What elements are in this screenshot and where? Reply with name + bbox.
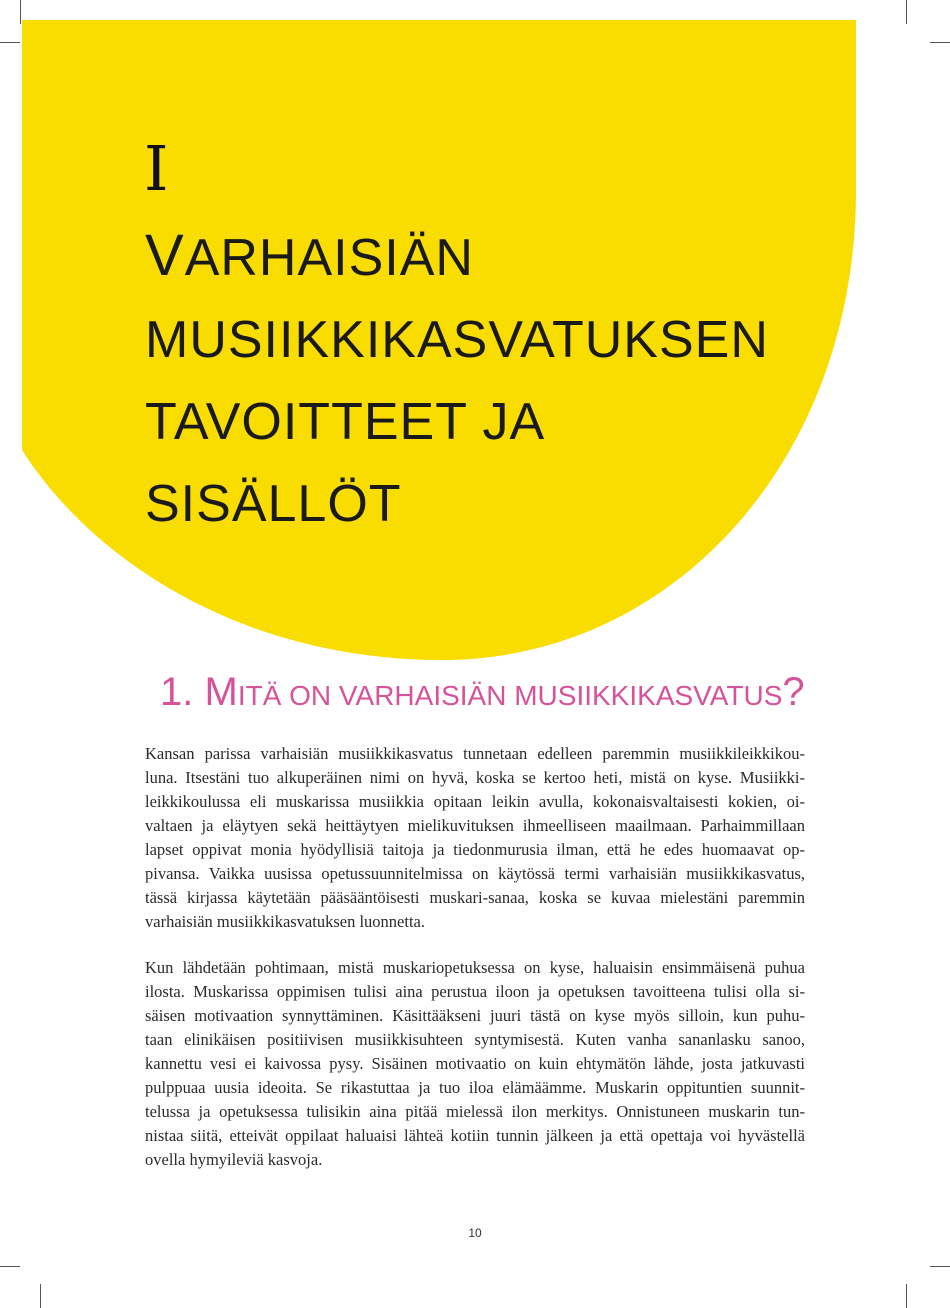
crop-mark: [930, 42, 950, 43]
text-line: nistaa siitä, etteivät oppilaat haluaisi lähteä kotiin tunnin jälkeen ja että opettaja voi hyvästellä: [145, 1126, 805, 1145]
text-line: taan elinikäisen positiivisen musiikkisuhteen syntymisestä. Kuten vanha sananlasku sanoo,: [145, 1030, 805, 1049]
crop-mark: [20, 0, 21, 24]
text-line: Kansan parissa varhaisiän musiikkikasvatus tunnetaan edelleen paremmin musiikkileikkikou-: [145, 744, 805, 763]
text-line: pivansa. Vaikka uusissa opetussuunnitelmissa on käytössä termi varhaisiän musiikkikasvatus,: [145, 864, 805, 883]
section-heading-end: ?: [782, 670, 805, 714]
chapter-number: I: [144, 132, 169, 205]
chapter-title-line: [145, 215, 769, 299]
text-line: säisen motivaation synnyttäminen. Käsittääkseni juuri tästä on kyse myös silloin, kun puhu-: [145, 1006, 805, 1025]
text-line: ovella hymyileviä kasvoja.: [145, 1150, 323, 1169]
text-line: telussa ja opetuksessa tulisikin aina pitää mielessä ilon merkitys. Onnistuneen muskarin tun-: [145, 1102, 805, 1121]
text-line: lapset oppivat monia hyödyllisiä taitoja ja tiedonmurusia ilman, että he edes huomaavat op-: [145, 840, 805, 859]
text-line: varhaisiän musiikkikasvatuksen luonnetta.: [145, 912, 425, 931]
section-heading-rest: ITÄ ON VARHAISIÄN MUSIIKKIKASVATUS: [237, 680, 783, 711]
crop-mark: [40, 1284, 41, 1308]
chapter-title-line: TAVOITTEET JA: [145, 393, 546, 451]
text-line: kannettu vesi ei kaivossa pysy. Sisäinen motivaatio on kuin ehtymätön lähde, josta jatkuvasti: [145, 1054, 805, 1073]
text-line: pulppuaa uusia ideoita. Se rikastuttaa ja tuo iloa elämäämme. Muskarin oppituntien suunnit-: [145, 1078, 805, 1097]
section-heading-cap: M: [204, 670, 238, 714]
text-line: luna. Itsestäni tuo alkuperäinen nimi on hyvä, koska se kertoo heti, mistä on kyse. Musiikki-: [145, 768, 805, 787]
crop-mark: [906, 0, 907, 24]
chapter-title-line: SISÄLLÖT: [145, 475, 402, 533]
text-line: ilosta. Muskarissa oppimisen tulisi aina perustua iloon ja opetuksen tavoitteena tulisi olla si-: [145, 982, 805, 1001]
text-line: leikkikoulussa eli muskarissa musiikkia opitaan leikin avulla, kokonaisvaltaisesti kokien, oi-: [145, 792, 805, 811]
paragraph-1: [145, 742, 805, 934]
text-line: Kun lähdetään pohtimaan, mistä muskariopetuksessa on kyse, haluaisin ensimmäisenä puhua: [145, 958, 805, 977]
crop-mark: [0, 1266, 20, 1267]
section-heading: [160, 668, 805, 720]
page-number: 10: [468, 1226, 482, 1240]
section-number: 1.: [160, 670, 205, 714]
crop-mark: [0, 42, 20, 43]
chapter-title-line: MUSIIKKIKASVATUKSEN: [145, 311, 769, 369]
text-line: tässä kirjassa käytetään pääsääntöisesti muskari-sanaa, koska se kuvaa mielestäni paremmin: [145, 888, 805, 907]
crop-mark: [906, 1284, 907, 1308]
crop-mark: [930, 1266, 950, 1267]
chapter-title-cap: V: [145, 223, 185, 288]
chapter-title: [145, 215, 769, 545]
text-line: valtaen ja eläytyen sekä heittäytyen mielikuvituksen ihmeelliseen maailmaan. Parhaimmillaan: [145, 816, 805, 835]
chapter-title-rest: ARHAISIÄN: [184, 229, 474, 287]
paragraph-2: [145, 956, 805, 1172]
